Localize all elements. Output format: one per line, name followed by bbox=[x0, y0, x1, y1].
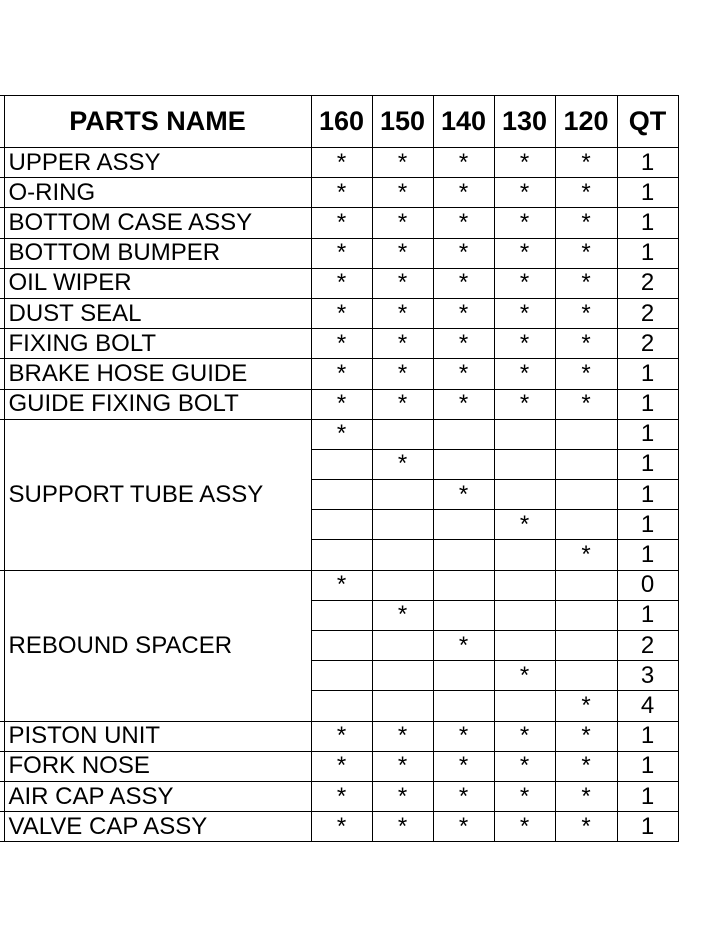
qty-value: 4 bbox=[617, 691, 678, 721]
size-mark: * bbox=[494, 268, 555, 298]
table-row bbox=[0, 329, 678, 359]
size-mark: * bbox=[494, 661, 555, 691]
qty-value: 2 bbox=[617, 268, 678, 298]
qty-value: 2 bbox=[617, 329, 678, 359]
size-mark: * bbox=[433, 812, 494, 842]
header-row bbox=[0, 96, 678, 148]
size-mark bbox=[494, 631, 555, 661]
size-mark: * bbox=[555, 721, 617, 751]
size-mark: * bbox=[433, 631, 494, 661]
qty-value: 1 bbox=[617, 419, 678, 449]
table-row bbox=[0, 298, 678, 328]
size-mark: * bbox=[433, 359, 494, 389]
parts-body bbox=[0, 148, 678, 842]
table-row bbox=[0, 268, 678, 298]
header-qty: QT bbox=[617, 96, 678, 148]
size-mark: * bbox=[311, 329, 372, 359]
size-mark bbox=[494, 540, 555, 570]
size-mark bbox=[311, 480, 372, 510]
size-mark bbox=[494, 480, 555, 510]
qty-value: 1 bbox=[617, 208, 678, 238]
size-mark: * bbox=[372, 178, 433, 208]
size-mark: * bbox=[555, 178, 617, 208]
size-mark: * bbox=[494, 329, 555, 359]
size-mark bbox=[494, 570, 555, 600]
size-mark: * bbox=[372, 812, 433, 842]
header-size-120: 120 bbox=[555, 96, 617, 148]
size-mark: * bbox=[494, 298, 555, 328]
header-size-140: 140 bbox=[433, 96, 494, 148]
size-mark: * bbox=[311, 751, 372, 781]
size-mark bbox=[555, 480, 617, 510]
part-name: GUIDE FIXING BOLT bbox=[4, 389, 311, 419]
size-mark: * bbox=[494, 148, 555, 178]
table-row bbox=[0, 570, 678, 600]
size-mark bbox=[555, 449, 617, 479]
size-mark: * bbox=[311, 298, 372, 328]
size-mark bbox=[494, 449, 555, 479]
size-mark: * bbox=[311, 419, 372, 449]
qty-value: 1 bbox=[617, 721, 678, 751]
table-row bbox=[0, 781, 678, 811]
size-mark bbox=[555, 631, 617, 661]
size-mark: * bbox=[311, 208, 372, 238]
size-mark: * bbox=[372, 389, 433, 419]
size-mark bbox=[555, 600, 617, 630]
qty-value: 3 bbox=[617, 661, 678, 691]
header-size-160: 160 bbox=[311, 96, 372, 148]
size-mark: * bbox=[311, 178, 372, 208]
size-mark: * bbox=[311, 389, 372, 419]
size-mark bbox=[494, 600, 555, 630]
size-mark bbox=[372, 540, 433, 570]
qty-value: 1 bbox=[617, 751, 678, 781]
part-name: PISTON UNIT bbox=[4, 721, 311, 751]
size-mark bbox=[494, 691, 555, 721]
size-mark: * bbox=[433, 268, 494, 298]
size-mark bbox=[311, 449, 372, 479]
size-mark: * bbox=[555, 691, 617, 721]
qty-value: 1 bbox=[617, 812, 678, 842]
size-mark: * bbox=[555, 208, 617, 238]
size-mark bbox=[372, 480, 433, 510]
qty-value: 1 bbox=[617, 600, 678, 630]
size-mark: * bbox=[372, 268, 433, 298]
size-mark bbox=[433, 600, 494, 630]
table-row bbox=[0, 419, 678, 449]
size-mark: * bbox=[555, 751, 617, 781]
size-mark: * bbox=[433, 781, 494, 811]
size-mark bbox=[433, 661, 494, 691]
size-mark bbox=[433, 570, 494, 600]
size-mark: * bbox=[555, 298, 617, 328]
size-mark: * bbox=[433, 148, 494, 178]
size-mark: * bbox=[494, 208, 555, 238]
table-row bbox=[0, 721, 678, 751]
part-name: BOTTOM CASE ASSY bbox=[4, 208, 311, 238]
size-mark bbox=[372, 510, 433, 540]
size-mark bbox=[372, 570, 433, 600]
part-name: REBOUND SPACER bbox=[4, 570, 311, 721]
header-size-150: 150 bbox=[372, 96, 433, 148]
size-mark: * bbox=[372, 148, 433, 178]
size-mark: * bbox=[311, 268, 372, 298]
size-mark: * bbox=[555, 238, 617, 268]
table-row bbox=[0, 812, 678, 842]
size-mark bbox=[433, 691, 494, 721]
size-mark bbox=[372, 419, 433, 449]
size-mark: * bbox=[311, 238, 372, 268]
part-name: SUPPORT TUBE ASSY bbox=[4, 419, 311, 570]
table-row bbox=[0, 238, 678, 268]
size-mark: * bbox=[372, 238, 433, 268]
size-mark bbox=[494, 419, 555, 449]
part-name: FIXING BOLT bbox=[4, 329, 311, 359]
size-mark: * bbox=[494, 812, 555, 842]
part-name: DUST SEAL bbox=[4, 298, 311, 328]
size-mark bbox=[433, 419, 494, 449]
qty-value: 1 bbox=[617, 449, 678, 479]
table-row bbox=[0, 208, 678, 238]
size-mark bbox=[372, 661, 433, 691]
size-mark: * bbox=[372, 208, 433, 238]
size-mark: * bbox=[494, 781, 555, 811]
part-name: AIR CAP ASSY bbox=[4, 781, 311, 811]
size-mark bbox=[555, 419, 617, 449]
qty-value: 1 bbox=[617, 238, 678, 268]
table-row bbox=[0, 178, 678, 208]
part-name: FORK NOSE bbox=[4, 751, 311, 781]
size-mark: * bbox=[555, 148, 617, 178]
qty-value: 2 bbox=[617, 631, 678, 661]
size-mark: * bbox=[555, 329, 617, 359]
size-mark: * bbox=[372, 721, 433, 751]
size-mark bbox=[433, 510, 494, 540]
parts-table bbox=[0, 95, 679, 842]
size-mark: * bbox=[494, 238, 555, 268]
size-mark: * bbox=[311, 781, 372, 811]
size-mark: * bbox=[372, 449, 433, 479]
header-size-130: 130 bbox=[494, 96, 555, 148]
size-mark: * bbox=[494, 751, 555, 781]
table-row bbox=[0, 148, 678, 178]
part-name: BRAKE HOSE GUIDE bbox=[4, 359, 311, 389]
size-mark: * bbox=[311, 721, 372, 751]
size-mark: * bbox=[311, 148, 372, 178]
part-name: BOTTOM BUMPER bbox=[4, 238, 311, 268]
size-mark: * bbox=[494, 359, 555, 389]
size-mark: * bbox=[555, 540, 617, 570]
size-mark: * bbox=[433, 751, 494, 781]
part-name: O-RING bbox=[4, 178, 311, 208]
size-mark bbox=[555, 661, 617, 691]
size-mark: * bbox=[555, 812, 617, 842]
qty-value: 0 bbox=[617, 570, 678, 600]
qty-value: 1 bbox=[617, 359, 678, 389]
qty-value: 1 bbox=[617, 389, 678, 419]
part-name: UPPER ASSY bbox=[4, 148, 311, 178]
size-mark: * bbox=[311, 812, 372, 842]
size-mark bbox=[555, 510, 617, 540]
size-mark bbox=[372, 631, 433, 661]
size-mark bbox=[311, 600, 372, 630]
size-mark bbox=[311, 540, 372, 570]
size-mark: * bbox=[494, 178, 555, 208]
size-mark: * bbox=[555, 268, 617, 298]
size-mark bbox=[555, 570, 617, 600]
size-mark: * bbox=[433, 178, 494, 208]
qty-value: 1 bbox=[617, 178, 678, 208]
size-mark: * bbox=[494, 510, 555, 540]
table-row bbox=[0, 751, 678, 781]
size-mark: * bbox=[555, 359, 617, 389]
size-mark: * bbox=[433, 389, 494, 419]
size-mark: * bbox=[433, 208, 494, 238]
size-mark bbox=[311, 631, 372, 661]
size-mark: * bbox=[311, 570, 372, 600]
qty-value: 1 bbox=[617, 480, 678, 510]
size-mark: * bbox=[555, 781, 617, 811]
size-mark bbox=[311, 691, 372, 721]
part-name: VALVE CAP ASSY bbox=[4, 812, 311, 842]
size-mark: * bbox=[433, 298, 494, 328]
size-mark: * bbox=[433, 721, 494, 751]
size-mark bbox=[433, 449, 494, 479]
size-mark: * bbox=[372, 298, 433, 328]
header-parts-name: PARTS NAME bbox=[4, 96, 311, 148]
size-mark: * bbox=[372, 600, 433, 630]
size-mark: * bbox=[433, 480, 494, 510]
size-mark: * bbox=[494, 389, 555, 419]
qty-value: 1 bbox=[617, 540, 678, 570]
size-mark bbox=[311, 661, 372, 691]
part-name: OIL WIPER bbox=[4, 268, 311, 298]
size-mark bbox=[433, 540, 494, 570]
size-mark: * bbox=[311, 359, 372, 389]
size-mark: * bbox=[372, 329, 433, 359]
size-mark bbox=[372, 691, 433, 721]
size-mark: * bbox=[372, 781, 433, 811]
size-mark: * bbox=[555, 389, 617, 419]
qty-value: 1 bbox=[617, 781, 678, 811]
size-mark: * bbox=[433, 329, 494, 359]
size-mark: * bbox=[372, 751, 433, 781]
size-mark: * bbox=[372, 359, 433, 389]
size-mark: * bbox=[494, 721, 555, 751]
qty-value: 1 bbox=[617, 510, 678, 540]
table-row bbox=[0, 359, 678, 389]
size-mark: * bbox=[433, 238, 494, 268]
size-mark bbox=[311, 510, 372, 540]
table-row bbox=[0, 389, 678, 419]
qty-value: 2 bbox=[617, 298, 678, 328]
qty-value: 1 bbox=[617, 148, 678, 178]
